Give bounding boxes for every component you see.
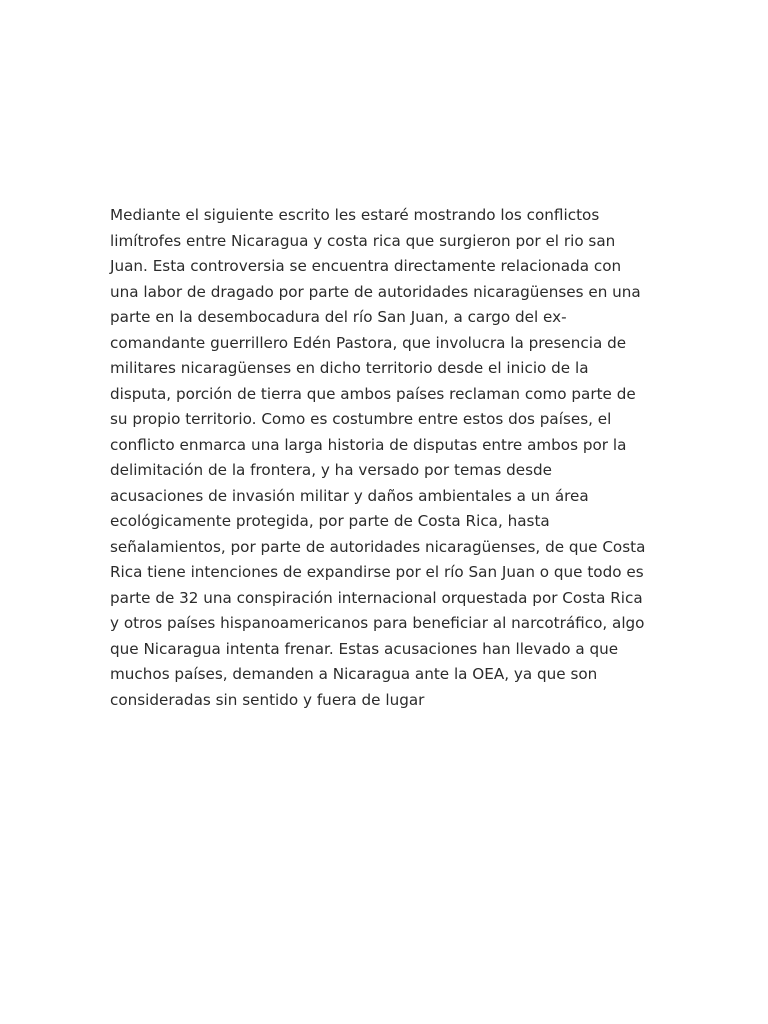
paragraph-line: una labor de dragado por parte de autoridades nicaragüenses en una: [110, 282, 641, 301]
paragraph-line: que Nicaragua intenta frenar. Estas acusaciones han llevado a que: [110, 639, 619, 658]
paragraph-line: militares nicaragüenses en dicho territorio desde el inicio de la: [110, 359, 589, 377]
body-paragraph: [110, 203, 670, 713]
paragraph-line: disputa, porción de tierra que ambos países reclaman como parte de: [110, 384, 636, 403]
paragraph-line: comandante guerrillero Edén Pastora, que involucra la presencia de: [110, 333, 627, 352]
paragraph-line: señalamientos, por parte de autoridades nicaragüenses, de que Costa: [110, 537, 646, 556]
paragraph-line: consideradas sin sentido y fuera de lugar: [110, 690, 425, 709]
paragraph-line: Rica tiene intenciones de expandirse por el río San Juan o que todo es: [110, 563, 644, 581]
paragraph-line: parte en la desembocadura del río San Juan, a cargo del ex-: [110, 308, 567, 326]
paragraph-line: parte de 32 una conspiración internacional orquestada por Costa Rica: [110, 588, 643, 607]
paragraph-line: limítrofes entre Nicaragua y costa rica que surgieron por el rio san: [110, 231, 616, 250]
paragraph-line: Mediante el siguiente escrito les estaré mostrando los conflictos: [110, 206, 600, 224]
paragraph-line: ecológicamente protegida, por parte de Costa Rica, hasta: [110, 512, 550, 530]
paragraph-line: y otros países hispanoamericanos para beneficiar al narcotráfico, algo: [110, 614, 645, 632]
paragraph-line: conflicto enmarca una larga historia de disputas entre ambos por la: [110, 435, 627, 454]
paragraph-line: su propio territorio. Como es costumbre entre estos dos países, el: [110, 410, 612, 428]
paragraph-line: delimitación de la frontera, y ha versado por temas desde: [110, 461, 553, 479]
paragraph-line: acusaciones de invasión militar y daños ambientales a un área: [110, 486, 589, 505]
paragraph-line: muchos países, demanden a Nicaragua ante la OEA, ya que son: [110, 665, 598, 683]
paragraph-line: Juan. Esta controversia se encuentra directamente relacionada con: [110, 257, 622, 275]
